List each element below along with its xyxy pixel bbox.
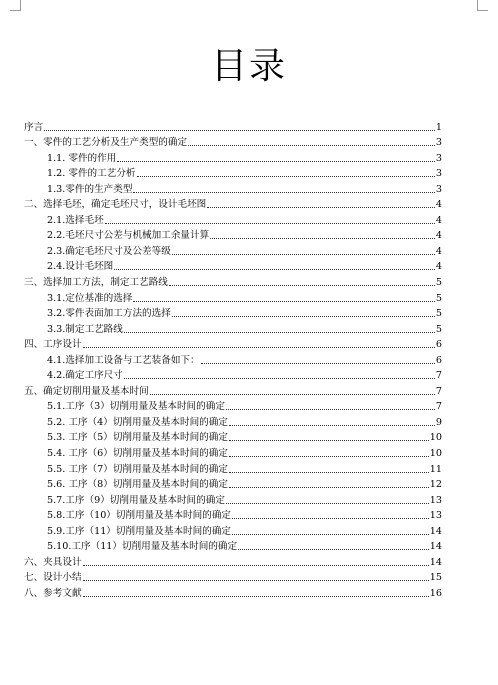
toc-page-number: 10	[429, 432, 442, 444]
toc-page-number: 4	[435, 261, 442, 273]
dot-leader	[44, 130, 435, 131]
dot-leader	[124, 332, 435, 333]
dot-leader	[133, 301, 434, 302]
toc-entry-label: 5.1.工序（3）切削用量及基本时间的确定	[47, 401, 225, 413]
dot-leader	[150, 394, 435, 395]
toc-entry-label: 2.3.确定毛坯尺寸及公差等级	[47, 245, 171, 257]
toc-page-number: 5	[435, 292, 442, 304]
dot-leader	[226, 503, 429, 504]
toc-subentry[interactable]	[24, 226, 442, 242]
toc-entry-label: 五、确定切削用量及基本时间	[24, 385, 149, 397]
toc-page-number: 3	[435, 137, 442, 149]
toc-entry-label: 1.1. 零件的作用	[47, 152, 117, 164]
toc-page-number: 3	[435, 183, 442, 195]
dot-leader	[207, 207, 435, 208]
toc-entry-label: 5.7.工序（9）切削用量及基本时间的确定	[47, 494, 225, 506]
toc-subentry[interactable]	[24, 319, 442, 335]
toc-page-number: 4	[435, 214, 442, 226]
dot-leader	[105, 223, 435, 224]
toc-subentry[interactable]	[24, 241, 442, 257]
toc-entry-label: 七、设计小结	[24, 572, 82, 584]
toc-entry-label: 序言	[24, 121, 44, 133]
toc-entry-label: 5.6. 工序（8）切削用量及基本时间的确定	[47, 479, 228, 491]
toc-entry-label: 3.2.零件表面加工方法的选择	[47, 308, 171, 320]
dot-leader	[133, 192, 434, 193]
toc-entry-label: 2.1.选择毛坯	[47, 214, 104, 226]
toc-entry-label: 一、零件的工艺分析及生产类型的确定	[24, 137, 188, 149]
toc-entry-label: 4.2.确定工序尺寸	[47, 370, 123, 382]
toc-page-number: 7	[435, 385, 442, 397]
toc-page-number: 14	[429, 541, 442, 553]
toc-subentry[interactable]	[24, 443, 442, 459]
page-title: 目录	[210, 46, 287, 87]
toc-page-number: 16	[429, 587, 442, 599]
dot-leader	[172, 254, 435, 255]
toc-page-number: 14	[429, 556, 442, 568]
toc-entry-label: 2.2.毛坯尺寸公差与机械加工余量计算	[47, 230, 210, 242]
toc-entry-label: 三、选择加工方法，制定工艺路线	[24, 277, 168, 289]
dot-leader	[124, 378, 435, 379]
dot-leader	[188, 145, 435, 146]
toc-subentry[interactable]	[24, 210, 442, 226]
dot-leader	[83, 596, 429, 597]
toc-entry[interactable]	[24, 117, 442, 133]
toc-entry-label: 1.2. 零件的工艺分析	[47, 168, 136, 180]
toc-subentry[interactable]	[24, 350, 442, 366]
toc-page-number: 6	[435, 339, 442, 351]
toc-entry-label: 六、夹具设计	[24, 556, 82, 568]
toc-page-number: 12	[429, 479, 442, 491]
toc-entry-label: 5.2. 工序（4）切削用量及基本时间的确定	[47, 416, 228, 428]
toc-page-number: 4	[435, 199, 442, 211]
toc-page-number: 14	[429, 525, 442, 537]
toc-page-number: 3	[435, 152, 442, 164]
dot-leader	[83, 580, 429, 581]
toc-subentry[interactable]	[24, 366, 442, 382]
dot-leader	[172, 316, 435, 317]
toc-entry-label: 2.4.设计毛坯图	[47, 261, 114, 273]
toc-page-number: 9	[435, 416, 442, 428]
toc-subentry[interactable]	[24, 490, 442, 506]
dot-leader	[117, 161, 435, 162]
dot-leader	[210, 238, 435, 239]
toc-entry[interactable]	[24, 583, 442, 599]
toc-page-number: 3	[435, 168, 442, 180]
dot-leader	[83, 347, 435, 348]
dot-leader	[114, 269, 435, 270]
toc-page-number: 7	[435, 370, 442, 382]
page-corner-mark-right	[477, 0, 488, 11]
dot-leader	[169, 285, 435, 286]
toc-subentry[interactable]	[24, 257, 442, 273]
toc-page-number: 15	[429, 572, 442, 584]
toc-page-number: 1	[435, 121, 442, 133]
dot-leader	[229, 425, 435, 426]
toc-page-number: 13	[429, 510, 442, 522]
toc-entry-label: 4.1.选择加工设备与工艺装备如下：	[47, 354, 200, 366]
dot-leader	[201, 363, 435, 364]
toc-subentry[interactable]	[24, 537, 442, 553]
toc-entry-label: 二、选择毛坯，确定毛坯尺寸，设计毛坯图	[24, 199, 207, 211]
toc-subentry[interactable]	[24, 148, 442, 164]
toc-entry-label: 四、工序设计	[24, 339, 82, 351]
toc-page-number: 7	[435, 401, 442, 413]
dot-leader	[238, 549, 429, 550]
toc-page-number: 5	[435, 323, 442, 335]
toc-subentry[interactable]	[24, 459, 442, 475]
toc-entry-label: 5.5. 工序（7）切削用量及基本时间的确定	[47, 463, 228, 475]
toc-entry[interactable]	[24, 552, 442, 568]
toc-page-number: 11	[429, 463, 442, 475]
toc-subentry[interactable]	[24, 397, 442, 413]
toc-subentry[interactable]	[24, 288, 442, 304]
toc-entry-label: 3.1.定位基准的选择	[47, 292, 133, 304]
toc-entry-label: 5.3. 工序（5）切削用量及基本时间的确定	[47, 432, 228, 444]
toc-page-number: 4	[435, 245, 442, 257]
toc-page-number: 5	[435, 277, 442, 289]
table-of-contents	[24, 117, 442, 599]
toc-page-number: 6	[435, 354, 442, 366]
toc-page-number: 13	[429, 494, 442, 506]
dot-leader	[229, 487, 429, 488]
toc-entry-label: 5.9.工序（11）切削用量及基本时间的确定	[47, 525, 232, 537]
toc-entry-label: 5.10.工序（11）切削用量及基本时间的确定	[47, 541, 238, 553]
toc-entry-label: 5.8.工序（10）切削用量及基本时间的确定	[47, 510, 232, 522]
toc-subentry[interactable]	[24, 304, 442, 320]
toc-subentry[interactable]	[24, 412, 442, 428]
toc-entry[interactable]	[24, 568, 442, 584]
toc-subentry[interactable]	[24, 428, 442, 444]
toc-entry[interactable]	[24, 381, 442, 397]
dot-leader	[232, 518, 429, 519]
dot-leader	[232, 534, 429, 535]
toc-subentry[interactable]	[24, 521, 442, 537]
dot-leader	[229, 440, 429, 441]
toc-entry[interactable]	[24, 335, 442, 351]
dot-leader	[83, 565, 429, 566]
toc-entry[interactable]	[24, 133, 442, 149]
toc-subentry[interactable]	[24, 164, 442, 180]
toc-page-number: 10	[429, 448, 442, 460]
toc-page-number: 4	[435, 230, 442, 242]
toc-subentry[interactable]	[24, 179, 442, 195]
toc-page-number: 5	[435, 308, 442, 320]
toc-entry[interactable]	[24, 195, 442, 211]
dot-leader	[229, 472, 429, 473]
toc-entry-label: 3.3.制定工艺路线	[47, 323, 123, 335]
dot-leader	[137, 176, 435, 177]
toc-subentry[interactable]	[24, 506, 442, 522]
toc-entry-label: 八、参考文献	[24, 587, 82, 599]
dot-leader	[226, 409, 435, 410]
toc-entry-label: 1.3.零件的生产类型	[47, 183, 133, 195]
toc-subentry[interactable]	[24, 475, 442, 491]
dot-leader	[229, 456, 429, 457]
toc-entry[interactable]	[24, 272, 442, 288]
page-corner-mark-left	[10, 0, 21, 11]
toc-entry-label: 5.4. 工序（6）切削用量及基本时间的确定	[47, 448, 228, 460]
